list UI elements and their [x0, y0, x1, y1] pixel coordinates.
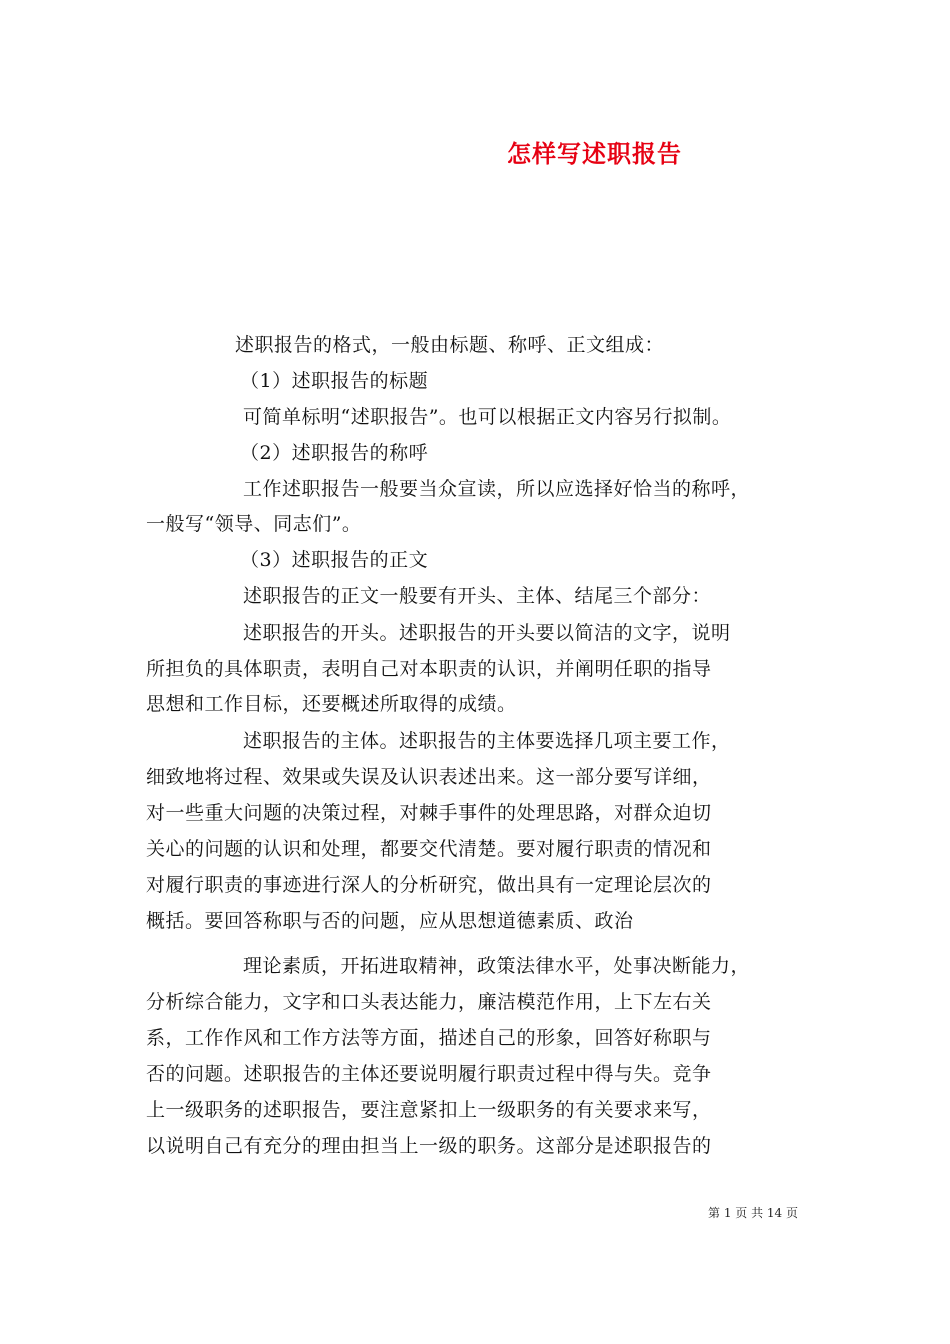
body-line: 思想和工作目标，还要概述所取得的成绩。 [146, 693, 517, 715]
body-line: 工作述职报告一般要当众宣读，所以应选择好恰当的称呼， [243, 478, 751, 500]
body-line: 对一些重大问题的决策过程，对棘手事件的处理思路，对群众迫切 [146, 802, 712, 824]
body-line: 所担负的具体职责，表明自己对本职责的认识，并阐明任职的指导 [146, 658, 712, 680]
body-line: 述职报告的正文一般要有开头、主体、结尾三个部分： [243, 585, 712, 607]
body-line: 述职报告的格式，一般由标题、称呼、正文组成： [235, 334, 665, 356]
page-number: 第 1 页 共 14 页 [708, 1206, 798, 1220]
body-line: 述职报告的开头。述职报告的开头要以简洁的文字，说明 [243, 622, 731, 644]
body-line: 概括。要回答称职与否的问题，应从思想道德素质、政治 [146, 910, 634, 932]
body-line: （2）述职报告的称呼 [240, 442, 429, 464]
body-line: 以说明自己有充分的理由担当上一级的职务。这部分是述职报告的 [146, 1135, 712, 1157]
body-line: 可简单标明“述职报告”。也可以根据正文内容另行拟制。 [243, 406, 732, 428]
body-line: 否的问题。述职报告的主体还要说明履行职责过程中得与失。竞争 [146, 1063, 712, 1085]
body-line: 关心的问题的认识和处理，都要交代清楚。要对履行职责的情况和 [146, 838, 712, 860]
body-line: （3）述职报告的正文 [240, 549, 429, 571]
body-line: 一般写“领导、同志们”。 [146, 513, 362, 535]
body-line: 述职报告的主体。述职报告的主体要选择几项主要工作， [243, 730, 731, 752]
body-line: 上一级职务的述职报告，要注意紧扣上一级职务的有关要求来写， [146, 1099, 712, 1121]
body-line: 细致地将过程、效果或失误及认识表述出来。这一部分要写详细， [146, 766, 712, 788]
body-line: 分析综合能力，文字和口头表达能力，廉洁模范作用，上下左右关 [146, 991, 712, 1013]
body-line: 系，工作作风和工作方法等方面，描述自己的形象，回答好称职与 [146, 1027, 712, 1049]
body-line: （1）述职报告的标题 [240, 370, 429, 392]
document-title: 怎样写述职报告 [507, 139, 682, 168]
body-line: 对履行职责的事迹进行深人的分析研究，做出具有一定理论层次的 [146, 874, 712, 896]
body-line: 理论素质，开拓进取精神，政策法律水平，处事决断能力， [243, 955, 751, 977]
